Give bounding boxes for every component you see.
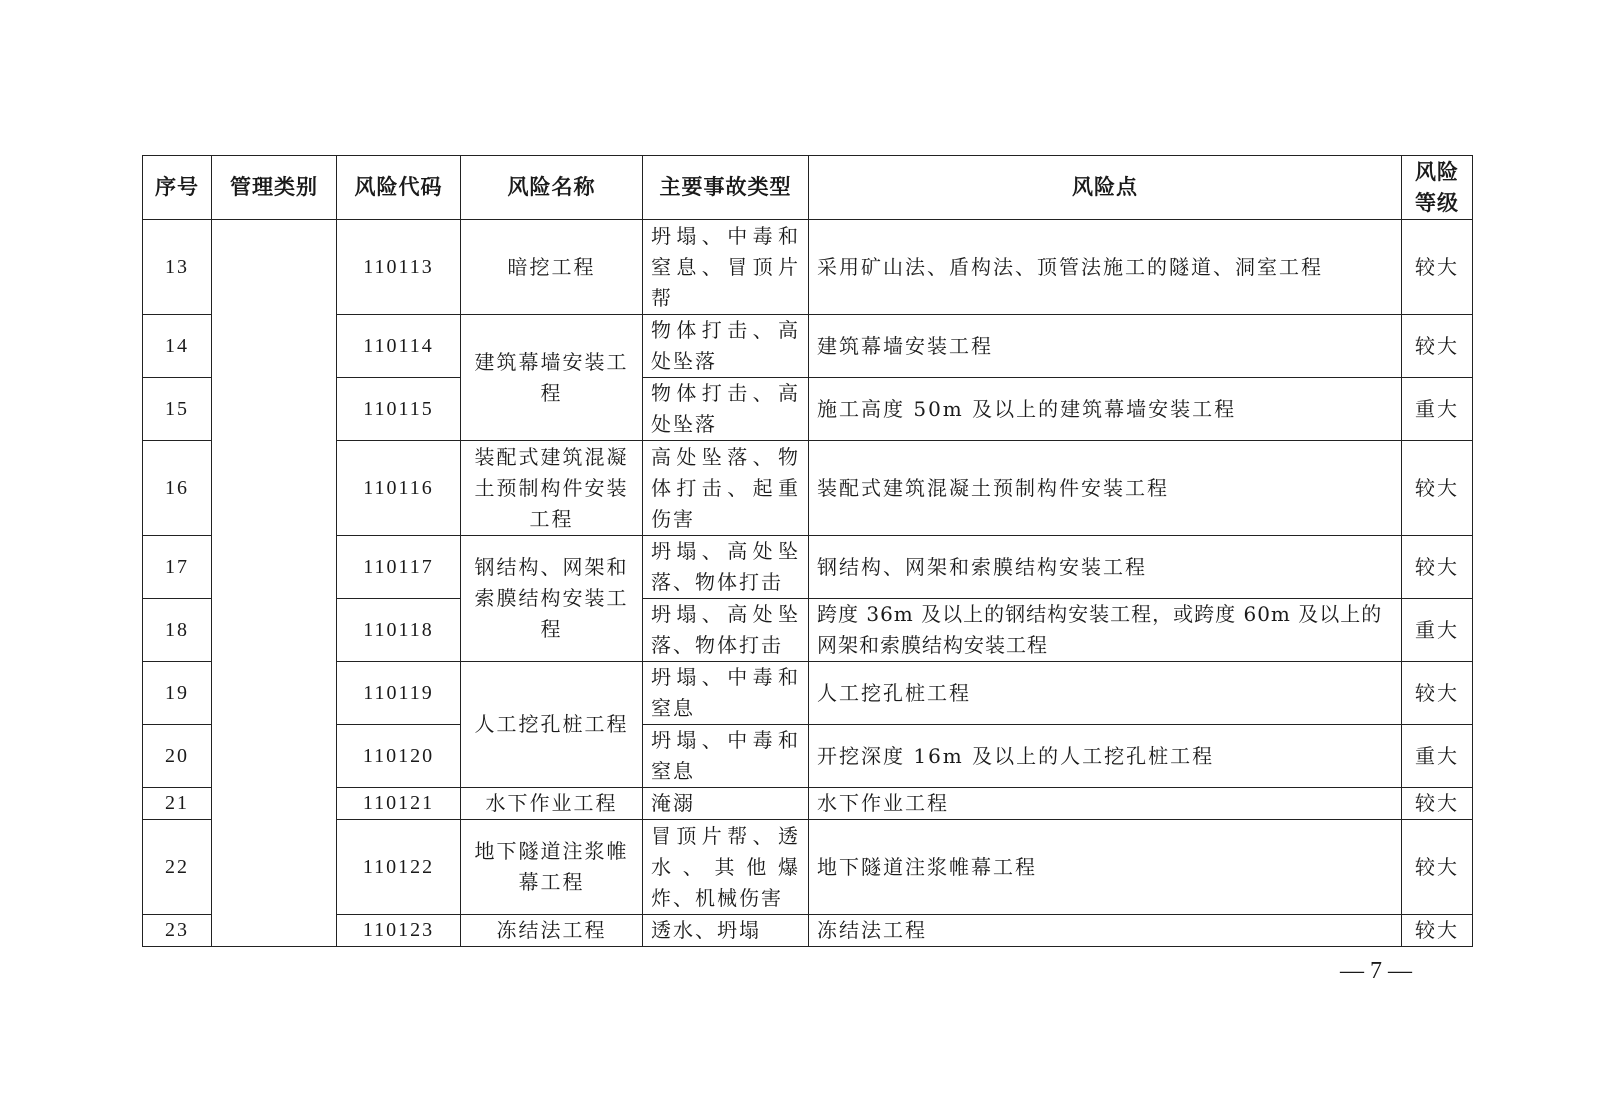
code-cell: 110118 <box>337 599 461 662</box>
table-row <box>143 599 1473 662</box>
seq-cell: 15 <box>143 378 212 441</box>
seq-cell: 23 <box>143 915 212 947</box>
accident-cell: 坍塌、高处坠落、物体打击 <box>643 536 809 599</box>
table-row <box>143 662 1473 725</box>
name-cell: 地下隧道注浆帷幕工程 <box>461 820 643 915</box>
risk-point-cell: 开挖深度 16m 及以上的人工挖孔桩工程 <box>809 725 1402 788</box>
table-row <box>143 378 1473 441</box>
code-cell: 110121 <box>337 788 461 820</box>
level-cell: 较大 <box>1402 820 1473 915</box>
risk-table <box>142 155 1473 947</box>
seq-cell: 13 <box>143 220 212 315</box>
accident-cell: 透水、坍塌 <box>643 915 809 947</box>
seq-cell: 21 <box>143 788 212 820</box>
level-cell: 重大 <box>1402 599 1473 662</box>
risk-point-cell: 装配式建筑混凝土预制构件安装工程 <box>809 441 1402 536</box>
name-cell: 建筑幕墙安装工程 <box>461 315 643 441</box>
table-row <box>143 536 1473 599</box>
header-code: 风险代码 <box>337 156 461 220</box>
seq-cell: 19 <box>143 662 212 725</box>
category-cell <box>212 220 337 947</box>
code-cell: 110117 <box>337 536 461 599</box>
level-cell: 较大 <box>1402 788 1473 820</box>
accident-cell: 淹溺 <box>643 788 809 820</box>
risk-point-cell: 采用矿山法、盾构法、顶管法施工的隧道、洞室工程 <box>809 220 1402 315</box>
accident-cell: 坍塌、中毒和窒息 <box>643 662 809 725</box>
risk-point-cell: 人工挖孔桩工程 <box>809 662 1402 725</box>
code-cell: 110119 <box>337 662 461 725</box>
seq-cell: 14 <box>143 315 212 378</box>
level-cell: 较大 <box>1402 915 1473 947</box>
page-number: — 7 — <box>1340 958 1412 984</box>
header-category: 管理类别 <box>212 156 337 220</box>
name-cell: 水下作业工程 <box>461 788 643 820</box>
level-cell: 重大 <box>1402 725 1473 788</box>
risk-point-cell: 冻结法工程 <box>809 915 1402 947</box>
accident-cell: 坍塌、高处坠落、物体打击 <box>643 599 809 662</box>
level-cell: 较大 <box>1402 220 1473 315</box>
level-cell: 较大 <box>1402 441 1473 536</box>
risk-point-cell: 施工高度 50m 及以上的建筑幕墙安装工程 <box>809 378 1402 441</box>
table-header-row <box>143 156 1473 220</box>
name-cell: 暗挖工程 <box>461 220 643 315</box>
name-cell: 装配式建筑混凝土预制构件安装工程 <box>461 441 643 536</box>
header-accident: 主要事故类型 <box>643 156 809 220</box>
header-seq: 序号 <box>143 156 212 220</box>
code-cell: 110116 <box>337 441 461 536</box>
table-row <box>143 220 1473 315</box>
risk-point-cell: 建筑幕墙安装工程 <box>809 315 1402 378</box>
accident-cell: 坍塌、中毒和窒息、冒顶片帮 <box>643 220 809 315</box>
risk-point-cell: 跨度 36m 及以上的钢结构安装工程，或跨度 60m 及以上的网架和索膜结构安装工程 <box>809 599 1402 662</box>
table-row <box>143 820 1473 915</box>
risk-point-cell: 水下作业工程 <box>809 788 1402 820</box>
code-cell: 110120 <box>337 725 461 788</box>
seq-cell: 20 <box>143 725 212 788</box>
seq-cell: 17 <box>143 536 212 599</box>
level-cell: 重大 <box>1402 378 1473 441</box>
name-cell: 冻结法工程 <box>461 915 643 947</box>
level-cell: 较大 <box>1402 315 1473 378</box>
header-name: 风险名称 <box>461 156 643 220</box>
header-level: 风险等级 <box>1402 156 1473 220</box>
accident-cell: 物体打击、高处坠落 <box>643 315 809 378</box>
accident-cell: 冒顶片帮、透水、其他爆炸、机械伤害 <box>643 820 809 915</box>
code-cell: 110122 <box>337 820 461 915</box>
seq-cell: 16 <box>143 441 212 536</box>
risk-point-cell: 地下隧道注浆帷幕工程 <box>809 820 1402 915</box>
table-row <box>143 441 1473 536</box>
table-row <box>143 788 1473 820</box>
seq-cell: 18 <box>143 599 212 662</box>
table-row <box>143 315 1473 378</box>
accident-cell: 坍塌、中毒和窒息 <box>643 725 809 788</box>
name-cell: 钢结构、网架和索膜结构安装工程 <box>461 536 643 662</box>
level-cell: 较大 <box>1402 662 1473 725</box>
risk-point-cell: 钢结构、网架和索膜结构安装工程 <box>809 536 1402 599</box>
code-cell: 110114 <box>337 315 461 378</box>
header-point: 风险点 <box>809 156 1402 220</box>
seq-cell: 22 <box>143 820 212 915</box>
code-cell: 110123 <box>337 915 461 947</box>
level-cell: 较大 <box>1402 536 1473 599</box>
accident-cell: 高处坠落、物体打击、起重伤害 <box>643 441 809 536</box>
accident-cell: 物体打击、高处坠落 <box>643 378 809 441</box>
name-cell: 人工挖孔桩工程 <box>461 662 643 788</box>
code-cell: 110115 <box>337 378 461 441</box>
code-cell: 110113 <box>337 220 461 315</box>
table-row <box>143 725 1473 788</box>
table-row <box>143 915 1473 947</box>
